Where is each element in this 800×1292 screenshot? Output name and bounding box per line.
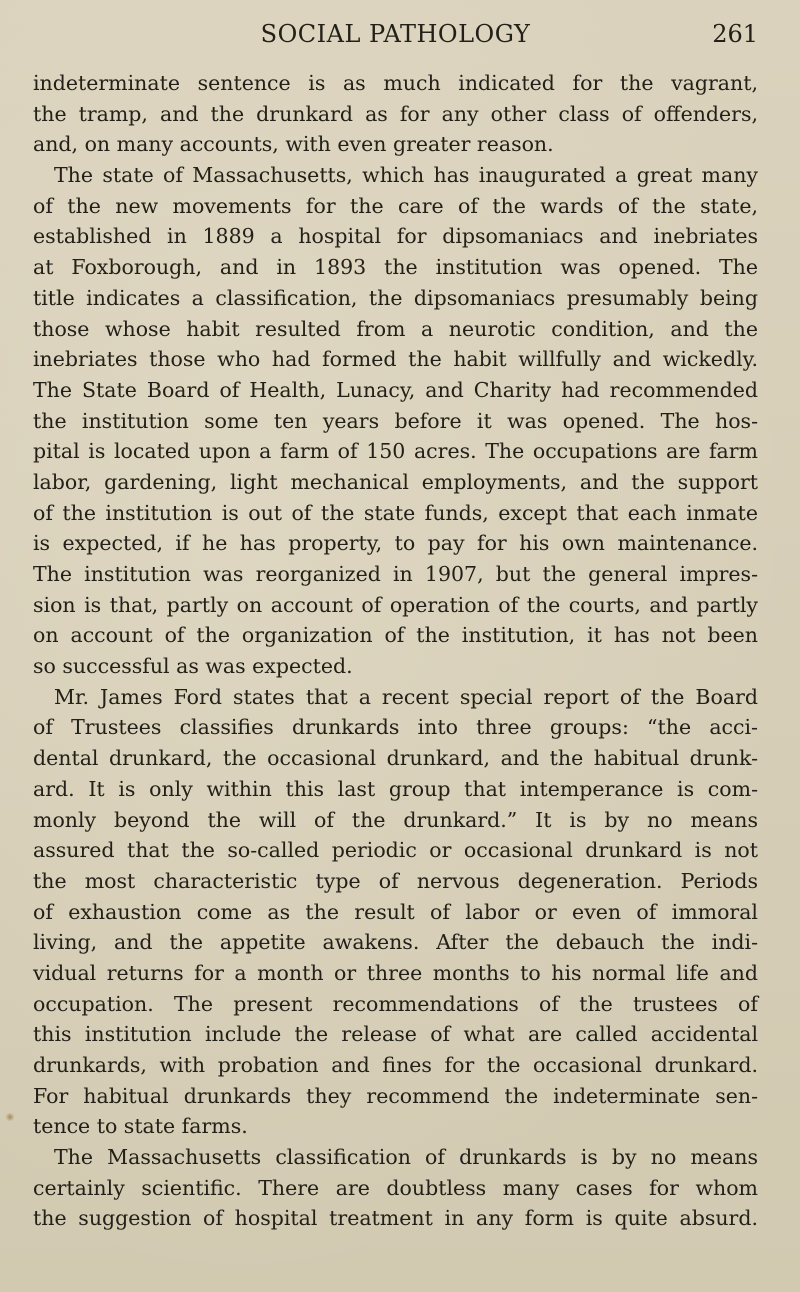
text-line: of the new movements for the care of the wards of the state,	[33, 193, 758, 218]
text-line: the most characteristic type of nervous degeneration. Periods	[33, 868, 758, 893]
text-line: the tramp, and the drunkard as for any other class of offenders,	[33, 101, 758, 126]
running-title: SOCIAL PATHOLOGY	[260, 20, 531, 48]
text-line: dental drunkard, the occasional drunkard, and the habitual drunk-	[33, 746, 758, 771]
text-line: living, and the appetite awakens. After the debauch the indi-	[33, 930, 758, 955]
text-line: The state of Massachusetts, which has inaugurated a great many	[54, 163, 758, 188]
text-line: of exhaustion come as the result of labor or even of immoral	[33, 899, 758, 924]
text-line: certainly scientific. There are doubtless many cases for whom	[33, 1175, 758, 1200]
text-line: those whose habit resulted from a neurotic condition, and the	[33, 316, 758, 341]
text-line: of the institution is out of the state funds, except that each inmate	[33, 500, 758, 525]
text-line: and, on many accounts, with even greater reason.	[33, 132, 554, 157]
text-line: The institution was reorganized in 1907, but the general impres-	[33, 562, 758, 586]
text-line: so successful as was expected.	[33, 654, 353, 679]
text-line: occupation. The present recommendations of the trustees of	[33, 991, 758, 1016]
text-line: For habitual drunkards they recommend the indeterminate sen-	[33, 1083, 758, 1108]
text-line: The Massachusetts classification of drunkards is by no means	[54, 1145, 758, 1170]
page-number: 261	[712, 20, 758, 48]
text-line: of Trustees classifies drunkards into three groups: “the acci-	[33, 715, 758, 740]
text-line: at Foxborough, and in 1893 the institution was opened. The	[33, 255, 758, 280]
text-line: the suggestion of hospital treatment in any form is quite absurd.	[33, 1206, 758, 1231]
paper-speck	[6, 1112, 14, 1122]
text-line: tence to state farms.	[33, 1114, 248, 1139]
text-line: drunkards, with probation and fines for the occasional drunkard.	[33, 1053, 758, 1077]
text-line: on account of the organization of the institution, it has not been	[33, 623, 758, 648]
text-line: ard. It is only within this last group that intemperance is com-	[33, 776, 758, 801]
text-line: The State Board of Health, Lunacy, and Charity had recommended	[33, 377, 758, 402]
text-line: established in 1889 a hospital for dipsomaniacs and inebriates	[33, 224, 758, 249]
text-line: indeterminate sentence is as much indicated for the vagrant,	[33, 71, 758, 95]
text-line: sion is that, partly on account of operation of the courts, and partly	[33, 592, 758, 617]
text-line: monly beyond the will of the drunkard.” It is by no means	[33, 807, 758, 832]
text-line: title indicates a classification, the dipsomaniacs presumably being	[33, 285, 758, 310]
text-line: vidual returns for a month or three months to his normal life and	[33, 960, 758, 985]
body-text	[33, 68, 758, 1234]
running-head	[33, 14, 758, 54]
text-line: assured that the so-called periodic or occasional drunkard is not	[33, 838, 758, 863]
text-line: this institution include the release of what are called accidental	[33, 1022, 758, 1047]
text-line: labor, gardening, light mechanical employments, and the support	[33, 469, 758, 494]
text-line: is expected, if he has property, to pay for his own maintenance.	[33, 531, 758, 556]
text-line: Mr. James Ford states that a recent special report of the Board	[54, 684, 758, 709]
text-line: the institution some ten years before it was opened. The hos-	[33, 408, 758, 433]
text-line: inebriates those who had formed the habit willfully and wickedly.	[33, 347, 758, 372]
text-line: pital is located upon a farm of 150 acres. The occupations are farm	[33, 439, 758, 464]
